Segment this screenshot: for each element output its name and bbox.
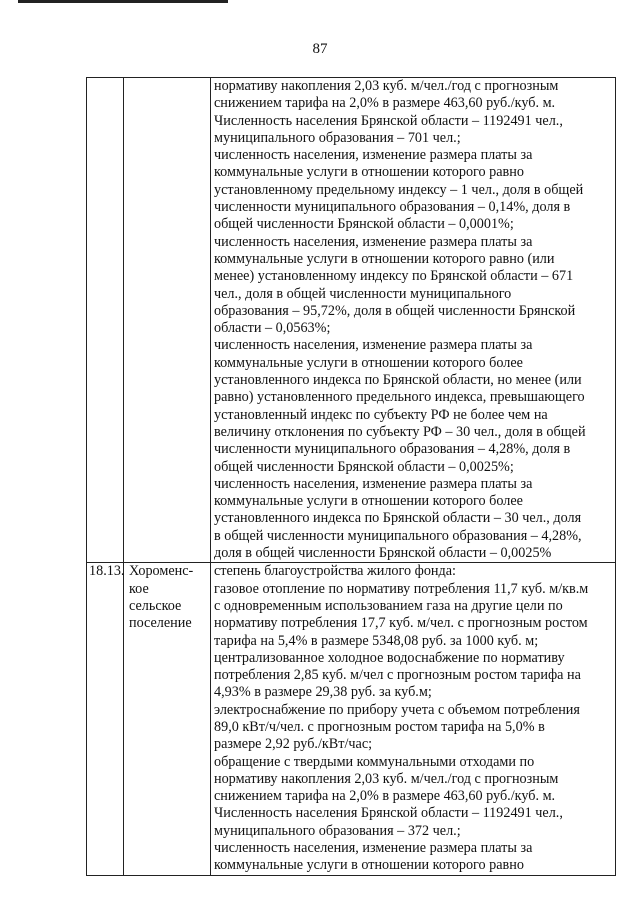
row-number-cell [87,78,124,563]
settlement-name-cell [124,563,211,875]
text-line: 89,0 кВт/ч/чел. с прогнозным ростом тарифа на 5,0% в [214,718,545,735]
data-table [86,77,616,876]
text-line: степень благоустройства жилого фонда: [214,563,456,580]
text-line: в общей численности муниципального образования – 4,28%, [214,527,582,544]
text-line: установленный индекс по субъекту РФ не более чем на [214,406,548,423]
row-number: 18.13. [89,563,125,580]
top-border-line [18,0,228,3]
description-cell [211,563,616,875]
text-line: нормативу накопления 2,03 куб. м/чел./год с прогнозным [214,78,559,94]
text-line: коммунальные услуги в отношении которого более [214,493,523,510]
text-line: коммунальные услуги в отношении которого более [214,354,523,371]
text-line: доля в общей численности Брянской области – 0,0025% [214,545,552,562]
description-cell [211,78,616,563]
text-line: численность населения, изменение размера платы за [214,475,533,492]
settlement-name-line: поселение [129,615,192,632]
text-line: численность населения, изменение размера платы за [214,147,533,164]
text-line: менее) установленному индексу по Брянской области – 671 [214,268,574,285]
text-line: с одновременным использованием газа на другие цели по [214,597,563,614]
text-line: равно) установленного предельного индекса, превышающего [214,389,585,406]
text-line: общей численности Брянской области – 0,0025%; [214,458,514,475]
table-row [87,78,616,563]
text-line: численность населения, изменение размера платы за [214,337,533,354]
text-line: области – 0,0563%; [214,320,331,337]
text-line: установленного индекса по Брянской области, но менее (или [214,372,582,389]
text-line: муниципального образования – 701 чел.; [214,129,461,146]
page-number: 87 [312,41,328,57]
text-line: численность населения, изменение размера платы за [214,840,533,857]
text-line: 4,93% в размере 29,38 руб. за куб.м; [214,684,432,701]
settlement-name-line: сельское [129,597,182,614]
text-line: размере 2,92 руб./кВт/час; [214,736,373,753]
text-line: нормативу потребления 17,7 куб. м/чел. с прогнозным ростом [214,615,588,632]
text-line: установленного индекса по Брянской области – 30 чел., доля [214,510,582,527]
settlement-name-cell [124,78,211,563]
text-line: величину отклонения по субъекту РФ – 30 чел., доля в общей [214,423,586,440]
text-line: централизованное холодное водоснабжение по нормативу [214,649,565,666]
settlement-name-line: кое [129,580,149,597]
text-line: общей численности Брянской области – 0,0001%; [214,216,514,233]
text-line: муниципального образования – 372 чел.; [214,822,461,839]
text-line: потребления 2,85 куб. м/чел с прогнозным ростом тарифа на [214,667,581,684]
text-line: численности муниципального образования – 0,14%, доля в [214,199,571,216]
text-line: коммунальные услуги в отношении которого равно [214,164,524,181]
text-line: снижением тарифа на 2,0% в размере 463,60 руб./куб. м. [214,788,556,805]
text-line: Численность населения Брянской области – 1192491 чел., [214,805,563,822]
text-line: численность населения, изменение размера платы за [214,233,533,250]
text-line: коммунальные услуги в отношении которого равно [214,857,524,874]
text-line: коммунальные услуги в отношении которого равно (или [214,250,555,267]
text-line: электроснабжение по прибору учета с объемом потребления [214,701,580,718]
text-line: чел., доля в общей численности муниципального [214,285,512,302]
table-row [87,563,616,875]
text-line: обращение с твердыми коммунальными отходами по [214,753,535,770]
text-line: газовое отопление по нормативу потребления 11,7 куб. м/кв.м [214,580,589,597]
text-line: снижением тарифа на 2,0% в размере 463,60 руб./куб. м. [214,95,556,112]
text-line: нормативу накопления 2,03 куб. м/чел./год с прогнозным [214,770,559,787]
text-line: численности муниципального образования – 4,28%, доля в [214,441,571,458]
text-line: установленному предельному индексу – 1 чел., доля в общей [214,181,584,198]
text-line: тарифа на 5,4% в размере 5348,08 руб. за 1000 куб. м; [214,632,539,649]
settlement-name-line: Хороменс- [129,563,194,580]
row-number-cell [87,563,124,875]
text-line: образования – 95,72%, доля в общей численности Брянской [214,302,576,319]
text-line: Численность населения Брянской области – 1192491 чел., [214,112,563,129]
